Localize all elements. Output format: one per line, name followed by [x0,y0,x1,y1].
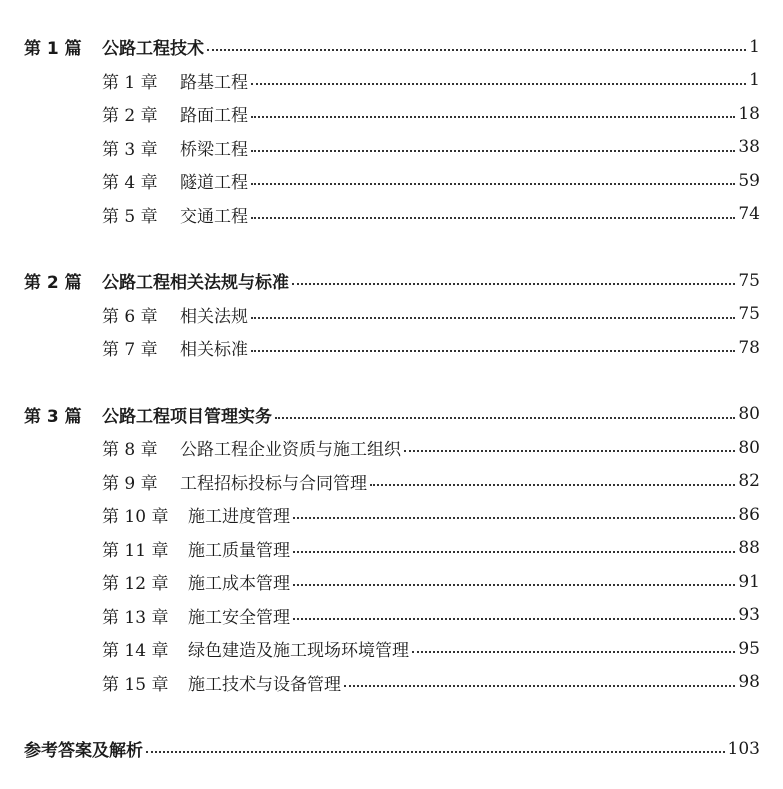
dot-leader [275,416,735,419]
chapter-title: 施工安全管理 [188,607,290,628]
dot-leader [404,449,735,452]
chapter-title: 绿色建造及施工现场环境管理 [188,641,409,662]
toc-chapter-4[interactable] [24,164,760,198]
answers-title: 参考答案及解析 [24,741,143,762]
toc-chapter-14[interactable] [24,632,760,666]
toc-answers[interactable] [24,732,760,766]
section-spacer [24,231,760,264]
page-number: 80 [738,437,760,458]
chapter-title: 路面工程 [180,106,248,127]
page-number: 88 [738,538,760,559]
table-of-contents [24,30,760,766]
toc-chapter-1[interactable] [24,64,760,98]
toc-part-2[interactable] [24,264,760,298]
toc-part-3[interactable] [24,398,760,432]
page-number: 59 [738,170,760,191]
chapter-title: 施工质量管理 [188,540,290,561]
dot-leader [293,583,735,586]
part-number: 第 2 篇 [24,273,82,294]
chapter-number: 第 4 章 [102,173,158,194]
part-number: 第 1 篇 [24,39,82,60]
section-spacer [24,699,760,732]
toc-chapter-7[interactable] [24,331,760,365]
chapter-number: 第 10 章 [102,507,169,528]
part-title: 公路工程技术 [102,39,204,60]
section-spacer [24,365,760,398]
chapter-title: 交通工程 [180,206,248,227]
toc-chapter-12[interactable] [24,565,760,599]
chapter-number: 第 8 章 [102,440,158,461]
toc-chapter-15[interactable] [24,666,760,700]
page-number: 38 [738,137,760,158]
chapter-number: 第 12 章 [102,574,169,595]
chapter-number: 第 13 章 [102,607,169,628]
page-number: 1 [749,70,760,91]
chapter-number: 第 2 章 [102,106,158,127]
dot-leader [344,684,735,687]
dot-leader [207,48,746,51]
part-title: 公路工程相关法规与标准 [102,273,289,294]
page-number: 91 [738,571,760,592]
chapter-number: 第 7 章 [102,340,158,361]
chapter-title: 相关标准 [180,340,248,361]
chapter-title: 施工技术与设备管理 [188,674,341,695]
toc-chapter-5[interactable] [24,198,760,232]
dot-leader [251,182,735,185]
dot-leader [412,650,735,653]
dot-leader [293,550,735,553]
toc-part-1[interactable] [24,30,760,64]
page-number: 86 [738,504,760,525]
dot-leader [370,483,735,486]
part-number: 第 3 篇 [24,406,82,427]
page-number: 75 [738,304,760,325]
page-number: 80 [738,404,760,425]
dot-leader [251,82,746,85]
dot-leader [251,349,735,352]
toc-chapter-11[interactable] [24,532,760,566]
page-number: 98 [738,672,760,693]
dot-leader [251,216,735,219]
toc-chapter-3[interactable] [24,131,760,165]
dot-leader [251,316,735,319]
page-number: 74 [738,204,760,225]
page-number: 1 [749,36,760,57]
chapter-title: 工程招标投标与合同管理 [180,473,367,494]
dot-leader [251,115,735,118]
chapter-number: 第 5 章 [102,206,158,227]
page-number: 95 [738,638,760,659]
page-number: 18 [738,103,760,124]
chapter-title: 施工成本管理 [188,574,290,595]
page-number: 78 [738,337,760,358]
chapter-number: 第 14 章 [102,641,169,662]
chapter-title: 相关法规 [180,306,248,327]
chapter-title: 桥梁工程 [180,139,248,160]
chapter-number: 第 9 章 [102,473,158,494]
chapter-title: 路基工程 [180,72,248,93]
toc-chapter-10[interactable] [24,498,760,532]
chapter-number: 第 11 章 [102,540,169,561]
toc-chapter-8[interactable] [24,431,760,465]
toc-chapter-2[interactable] [24,97,760,131]
dot-leader [293,617,735,620]
page-number: 93 [738,605,760,626]
dot-leader [251,149,735,152]
page-number: 103 [727,738,760,759]
toc-chapter-9[interactable] [24,465,760,499]
chapter-number: 第 15 章 [102,674,169,695]
dot-leader [293,516,735,519]
chapter-number: 第 3 章 [102,139,158,160]
chapter-title: 公路工程企业资质与施工组织 [180,440,401,461]
page-number: 82 [738,471,760,492]
toc-chapter-13[interactable] [24,599,760,633]
chapter-title: 隧道工程 [180,173,248,194]
chapter-number: 第 1 章 [102,72,158,93]
part-title: 公路工程项目管理实务 [102,406,272,427]
page-number: 75 [738,270,760,291]
chapter-number: 第 6 章 [102,306,158,327]
dot-leader [292,282,735,285]
toc-chapter-6[interactable] [24,298,760,332]
chapter-title: 施工进度管理 [188,507,290,528]
dot-leader [146,750,725,753]
